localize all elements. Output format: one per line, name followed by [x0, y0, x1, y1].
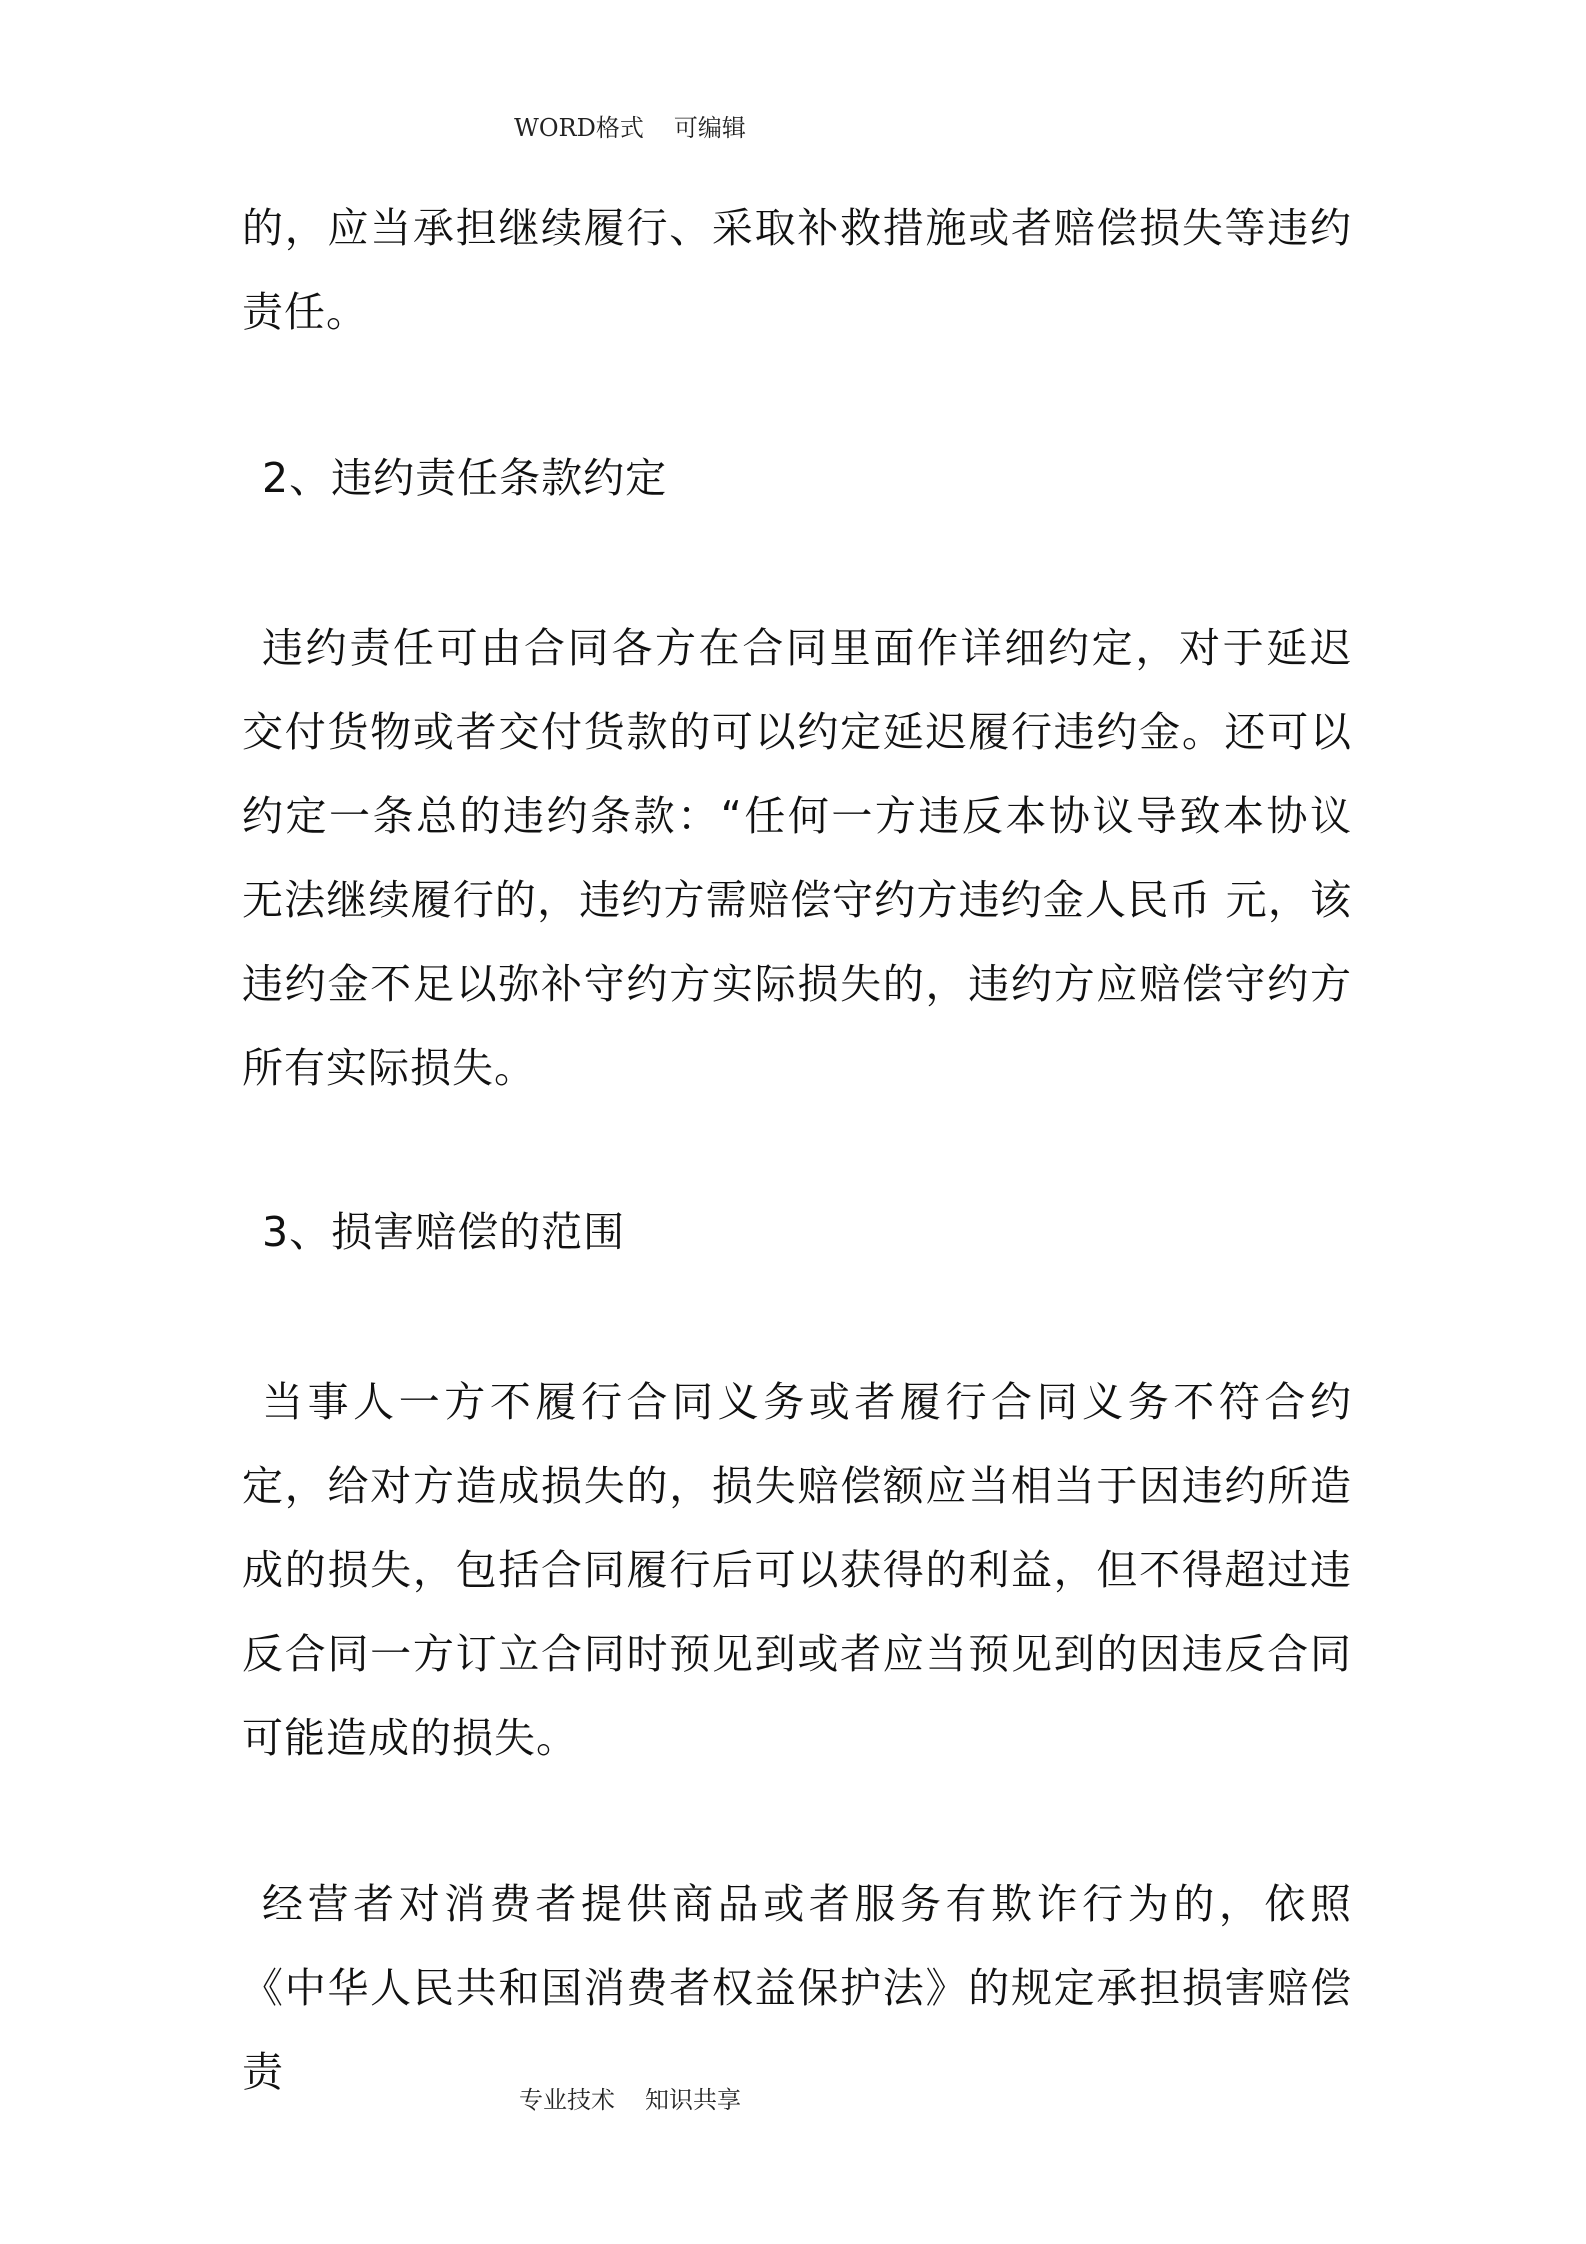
page-footer: [0, 2080, 1260, 2115]
paragraph-continuation: 的，应当承担继续履行、采取补救措施或者赔偿损失等违约责任。: [242, 204, 1352, 336]
paragraph-damages-scope: 当事人一方不履行合同义务或者履行合同义务不符合约定，给对方造成损失的，损失赔偿额应当相当于因违约所造成的损失，包括合同履行后可以获得的利益，但不得超过违反合同一方订立合同时预见到或者应当预见到的因违反合同可能造成的损失。: [242, 1378, 1352, 1762]
footer-tech-label: 专业技术: [519, 2086, 615, 2114]
paragraph-consumer-fraud: 经营者对消费者提供商品或者服务有欺诈行为的，依照《中华人民共和国消费者权益保护法》的规定承担损害赔偿责: [242, 1880, 1352, 2096]
paragraph-breach-clause: 违约责任可由合同各方在合同里面作详细约定，对于延迟交付货物或者交付货款的可以约定延迟履行违约金。还可以约定一条总的违约条款：“任何一方违反本协议导致本协议无法继续履行的，违约方需赔偿守约方违约金人民币 元，该违约金不足以弥补守约方实际损失的，违约方应赔偿守约方所有实际损失。: [242, 624, 1352, 1092]
header-editable-label: 可编辑: [673, 114, 746, 142]
section-heading-2: 2、违约责任条款约定: [262, 454, 668, 502]
page-header: [0, 108, 1260, 143]
header-format-label: WORD格式: [514, 114, 644, 142]
section-heading-3: 3、损害赔偿的范围: [262, 1208, 626, 1256]
footer-share-label: 知识共享: [645, 2086, 741, 2114]
